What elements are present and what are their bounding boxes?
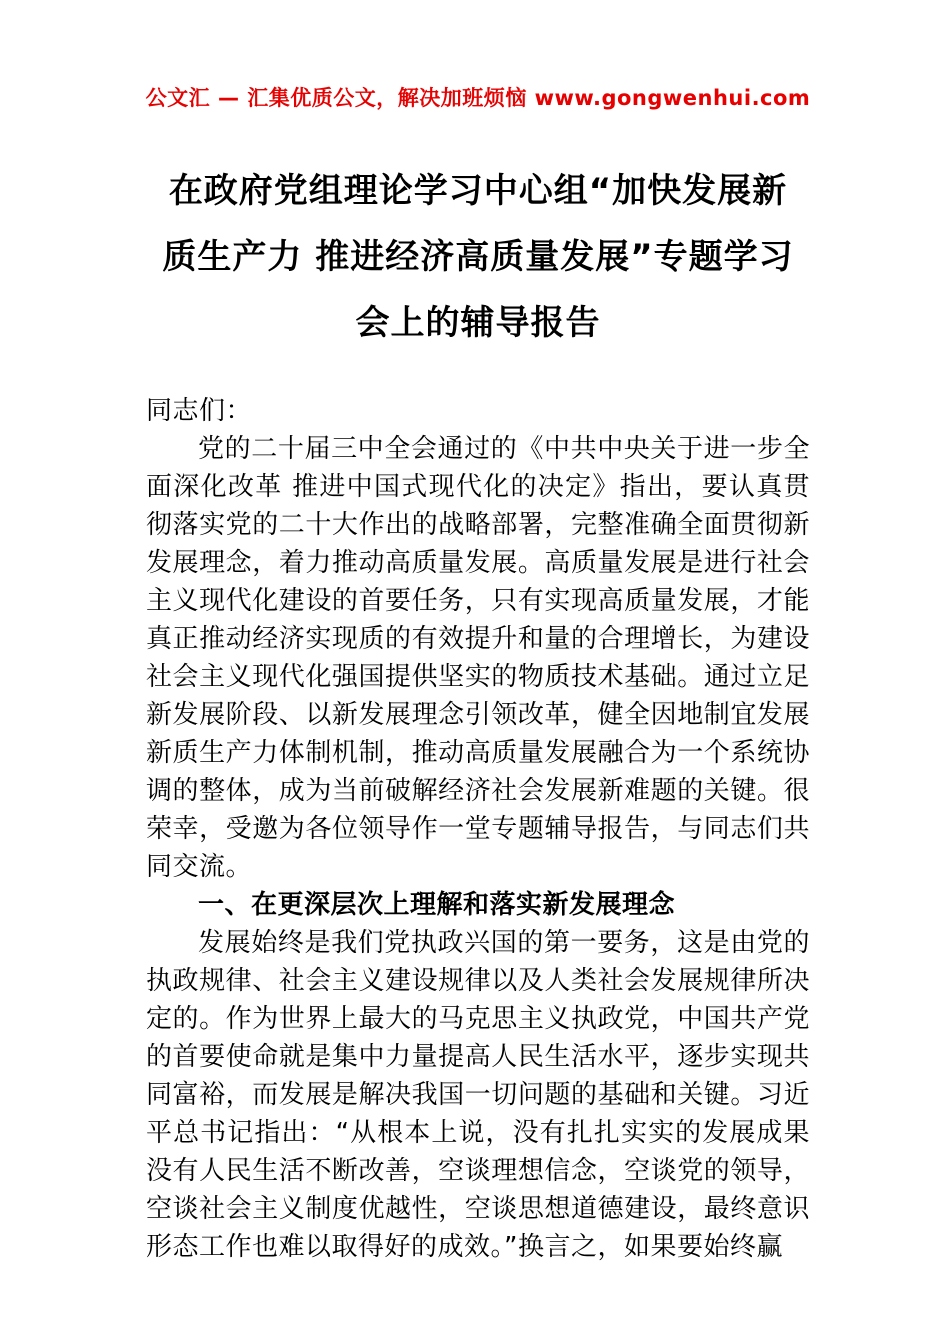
document-title-line-1: 在政府党组理论学习中心组“加快发展新 [168, 171, 788, 211]
salutation: 同志们： [146, 396, 253, 426]
paragraph-1: 党的二十届三中全会通过的《中共中央关于进一步全面深化改革 推进中国式现代化的决定》指出，要认真贯彻落实党的二十大作出的战略部署，完整准确全面贯彻新发展理念，着力推动高质量发展。高质量发展是进行社会主义现代化建设的首要任务，只有实现高质量发展，才能真正推动经济实现质的有效提升和量的合理增长，为建设社会主义现代化强国提供坚实的物质技术基础。通过立足新发展阶段、以新发展理念引领改革，健全因地制宜发展新质生产力体制机制，推动高质量发展融合为一个系统协调的整体，成为当前破解经济社会发展新难题的关键。很荣幸，受邀为各位领导作一堂专题辅导报告，与同志们共同交流。 [146, 434, 810, 882]
paragraph-2: 发展始终是我们党执政兴国的第一要务，这是由党的执政规律、社会主义建设规律以及人类社会发展规律所决定的。作为世界上最大的马克思主义执政党，中国共产党的首要使命就是集中力量提高人民生活水平，逐步实现共同富裕，而发展是解决我国一切问题的基础和关键。习近平总书记指出：“从根本上说，没有扎扎实实的发展成果没有人民生活不断改善，空谈理想信念，空谈党的领导，空谈社会主义制度优越性，空谈思想道德建设，最终意识形态工作也难以取得好的成效。”换言之，如果要始终赢 [146, 928, 810, 1262]
document-body [146, 392, 810, 1266]
section-heading-1: 一、在更深层次上理解和落实新发展理念 [198, 890, 676, 920]
site-watermark: 公文汇 — 汇集优质公文，解决加班烦恼 www.gongwenhui.com [145, 86, 811, 110]
document-title-line-3: 会上的辅导报告 [355, 303, 601, 343]
document-title-line-2: 质生产力 推进经济高质量发展”专题学习 [162, 237, 794, 277]
document-title [146, 158, 810, 356]
